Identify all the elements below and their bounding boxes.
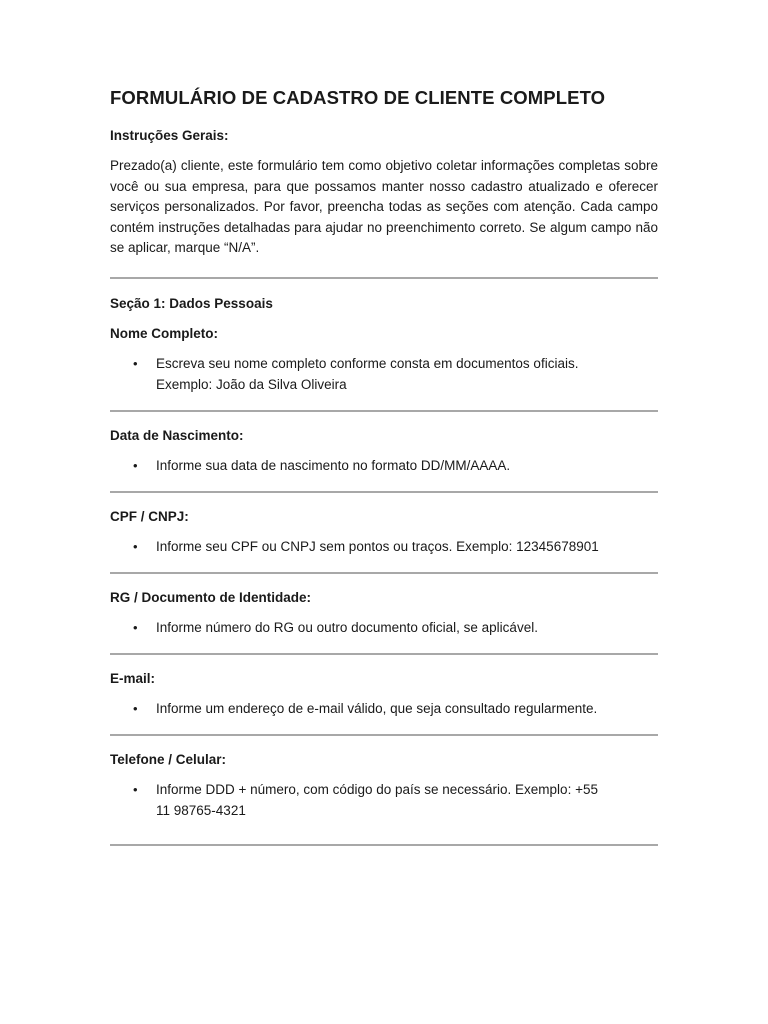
separator-2 <box>110 410 658 412</box>
section-title: Seção 1: Dados Pessoais <box>110 295 273 311</box>
field-nome-completo <box>110 325 658 395</box>
field-bullets-nome-completo <box>110 353 658 395</box>
bullet-line: Informe DDD + número, com código do país se necessário. Exemplo: +55 <box>156 781 598 797</box>
field-label-data-nascimento: Data de Nascimento: <box>110 427 244 443</box>
bullet-line: Escreva seu nome completo conforme consta em documentos oficiais. <box>156 355 579 371</box>
bullet-line: Informe um endereço de e-mail válido, que seja consultado regularmente. <box>156 700 598 716</box>
separator-5 <box>110 653 658 655</box>
field-rg <box>110 589 658 638</box>
field-bullets-data-nascimento <box>110 455 658 476</box>
field-bullets-telefone <box>110 779 658 821</box>
bullet-icon: • <box>133 355 138 371</box>
separator-6 <box>110 734 658 736</box>
field-telefone <box>110 751 658 821</box>
document-title: FORMULÁRIO DE CADASTRO DE CLIENTE COMPLETO <box>110 87 606 108</box>
field-data-nascimento <box>110 427 658 476</box>
bullet-icon: • <box>133 457 138 473</box>
field-bullets-rg <box>110 617 658 638</box>
instructions-label: Instruções Gerais: <box>110 128 229 143</box>
bullet-line: Informe número do RG ou outro documento oficial, se aplicável. <box>156 619 538 635</box>
bullet-icon: • <box>133 700 138 716</box>
bullet-icon: • <box>133 781 138 797</box>
field-bullets-cpf-cnpj <box>110 536 658 557</box>
separator-1 <box>110 277 658 279</box>
list-item <box>110 455 658 476</box>
bullet-line: Exemplo: João da Silva Oliveira <box>156 376 347 392</box>
field-email <box>110 670 658 719</box>
field-cpf-cnpj <box>110 508 658 557</box>
field-label-cpf-cnpj: CPF / CNPJ: <box>110 508 189 524</box>
bullet-icon: • <box>133 619 138 635</box>
list-item <box>110 698 658 719</box>
separator-3 <box>110 491 658 493</box>
separator-4 <box>110 572 658 574</box>
field-bullets-email <box>110 698 658 719</box>
bullet-line: Informe seu CPF ou CNPJ sem pontos ou traços. Exemplo: 12345678901 <box>156 538 599 554</box>
field-label-nome-completo: Nome Completo: <box>110 325 218 341</box>
field-label-telefone: Telefone / Celular: <box>110 751 227 767</box>
document-page <box>110 86 658 846</box>
instructions-text: Prezado(a) cliente, este formulário tem como objetivo coletar informações completas sobre você ou sua empresa, para que possamos manter nosso cadastro atualizado e oferecer serviços personalizados. Por favor, preencha todas as seções com atenção. Cada campo contém instruções detalhadas para ajudar no preenchimento correto. Se algum campo não se aplicar, marque “N/A”. <box>110 158 658 255</box>
field-label-rg: RG / Documento de Identidade: <box>110 589 312 605</box>
bullet-line: Informe sua data de nascimento no formato DD/MM/AAAA. <box>156 457 511 473</box>
bullet-line: 11 98765-4321 <box>156 802 246 818</box>
separator-7 <box>110 844 658 846</box>
list-item <box>110 353 658 395</box>
field-label-email: E-mail: <box>110 670 156 686</box>
list-item <box>110 779 658 821</box>
list-item <box>110 536 658 557</box>
list-item <box>110 617 658 638</box>
bullet-icon: • <box>133 538 138 554</box>
